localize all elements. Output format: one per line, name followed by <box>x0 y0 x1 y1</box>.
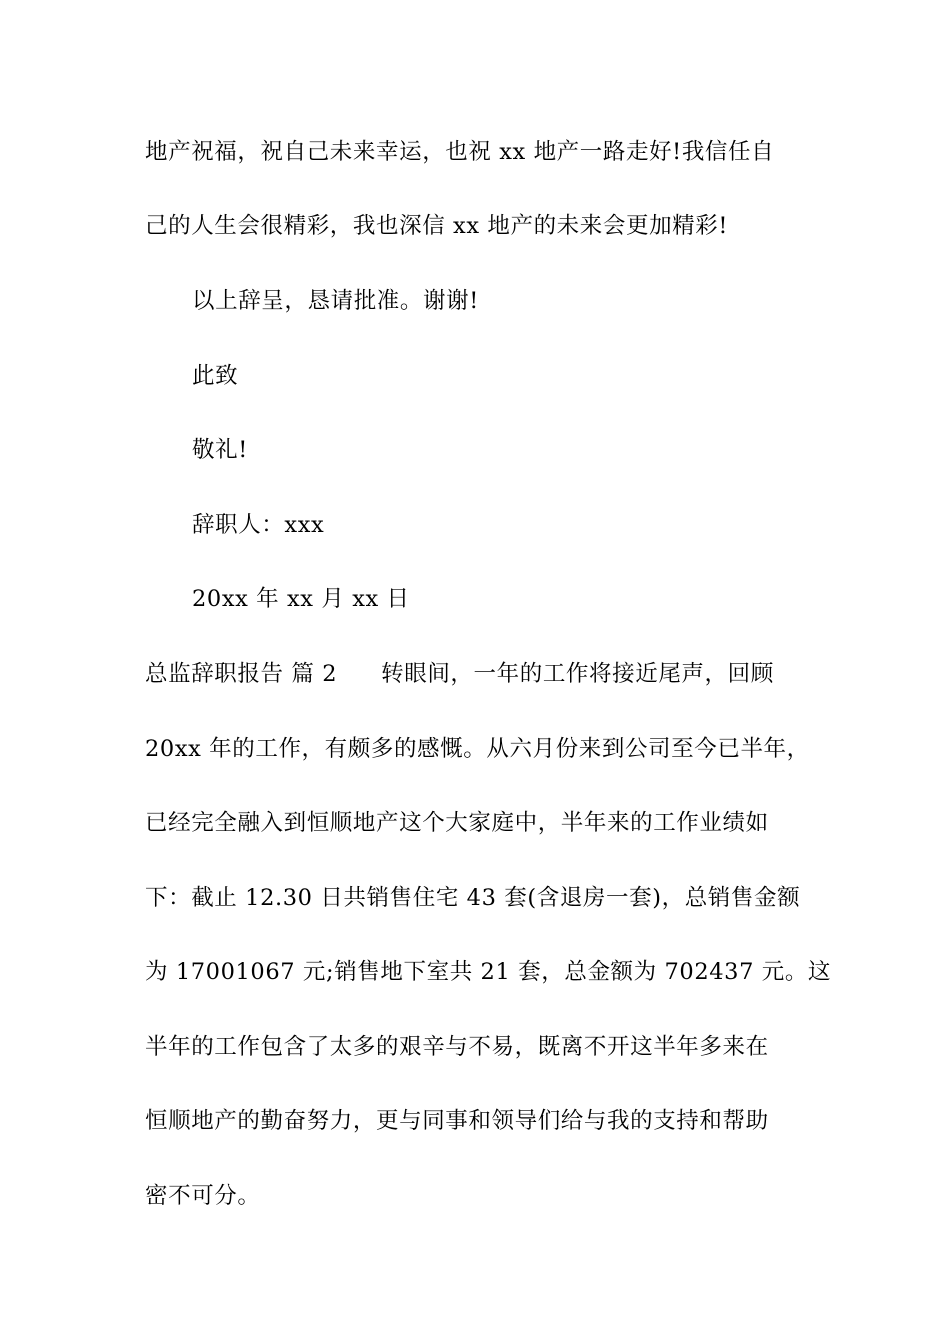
paragraph-line: 已经完全融入到恒顺地产这个大家庭中，半年来的工作业绩如 <box>145 810 769 836</box>
section-first-line: 转眼间，一年的工作将接近尾声，回顾 <box>381 661 774 687</box>
paragraph-line: 恒顺地产的勤奋努力，更与同事和领导们给与我的支持和帮助 <box>145 1108 769 1134</box>
closing-request: 以上辞呈，恳请批准。谢谢! <box>192 288 479 314</box>
salutation-respect: 敬礼! <box>192 437 248 463</box>
paragraph-line: 20xx 年的工作，有颇多的感慨。从六月份来到公司至今已半年， <box>145 736 810 762</box>
paragraph-line: 己的人生会很精彩，我也深信 xx 地产的未来会更加精彩! <box>145 213 729 239</box>
date-line: 20xx 年 xx 月 xx 日 <box>192 586 410 612</box>
paragraph-line: 下：截止 12.30 日共销售住宅 43 套(含退房一套)，总销售金额 <box>145 885 801 911</box>
signature-line: 辞职人：xxx <box>192 512 325 538</box>
salutation-line: 此致 <box>192 363 239 389</box>
paragraph-line: 为 17001067 元;销售地下室共 21 套，总金额为 702437 元。这 <box>145 959 832 985</box>
paragraph-line: 半年的工作包含了太多的艰辛与不易，既离不开这半年多来在 <box>145 1034 769 1060</box>
paragraph-line: 地产祝福，祝自己未来幸运，也祝 xx 地产一路走好!我信任自 <box>145 139 775 165</box>
section-heading-line <box>145 659 774 689</box>
paragraph-line: 密不可分。 <box>145 1183 261 1209</box>
section-heading: 总监辞职报告 篇 2 <box>145 661 338 687</box>
